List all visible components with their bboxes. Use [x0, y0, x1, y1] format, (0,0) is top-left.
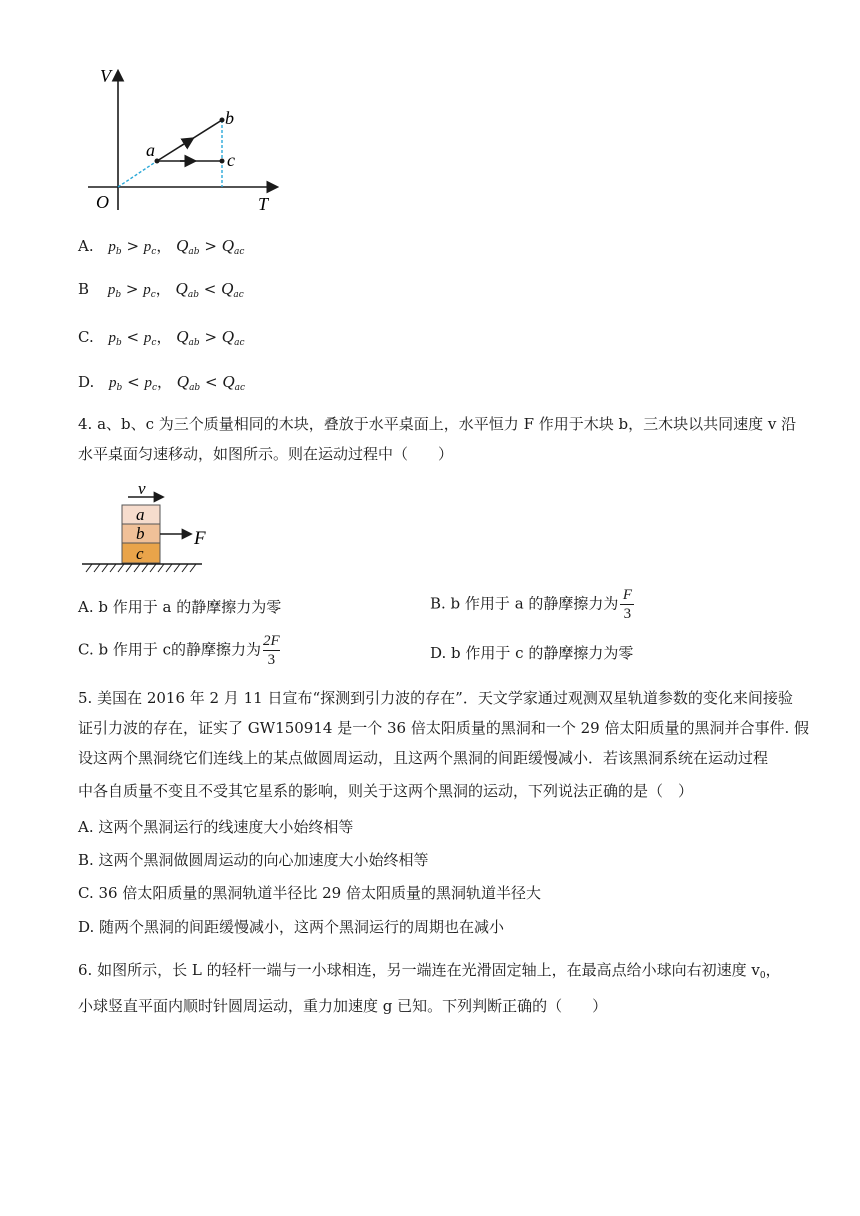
- block-c-label: c: [136, 544, 144, 563]
- q3-option-d[interactable]: D. $p_b < p_c$， $Q_{ab} < Q_{ac}$: [78, 372, 246, 393]
- q5-stem-line3: 设这两个黑洞绕它们连线上的某点做圆周运动，且这两个黑洞的间距缓慢减小．若该黑洞系统在运动过程: [78, 749, 769, 767]
- q5-option-b[interactable]: B. 这两个黑洞做圆周运动的向心加速度大小始终相等: [78, 851, 429, 869]
- q4-stem-line2: 水平桌面匀速移动，如图所示。则在运动过程中（ ）: [78, 445, 454, 463]
- q4-stem-line1: 4. a、b、c 为三个质量相同的木块，叠放于水平桌面上，水平恒力 F 作用于木块 b，三木块以共同速度 v 沿: [78, 415, 797, 433]
- q4-option-a[interactable]: A. b 作用于 a 的静摩擦力为零: [78, 598, 282, 616]
- origin-label: O: [96, 192, 109, 212]
- fraction-2f-over-3: $\frac{2F}{3}$: [263, 633, 280, 668]
- block-b-label: b: [136, 524, 145, 543]
- label-c: c: [227, 150, 235, 170]
- v-label: v: [138, 479, 146, 498]
- vt-graph: [80, 60, 290, 220]
- q5-option-a[interactable]: A. 这两个黑洞运行的线速度大小始终相等: [78, 818, 354, 836]
- q4-option-b[interactable]: B. b 作用于 a 的静摩擦力为 $\frac{F}{3}$: [430, 586, 634, 623]
- q3-option-c[interactable]: C. $p_b < p_c$， $Q_{ab} > Q_{ac}$: [78, 327, 245, 348]
- q5-stem-line4: 中各自质量不变且不受其它星系的影响，则关于这两个黑洞的运动，下列说法正确的是（ ）: [78, 782, 694, 800]
- blocks-figure: [78, 478, 228, 578]
- t-axis-label: T: [258, 194, 269, 214]
- point-c: [220, 159, 225, 164]
- q6-stem-line2: 小球竖直平面内顺时针圆周运动，重力加速度 g 已知。下列判断正确的（ ）: [78, 997, 608, 1015]
- fraction-f-over-3: $\frac{F}{3}$: [620, 586, 634, 623]
- q5-option-d[interactable]: D. 随两个黑洞的间距缓慢减小，这两个黑洞运行的周期也在减小: [78, 918, 505, 936]
- q5-stem-line2: 证引力波的存在，证实了 GW150914 是一个 36 倍太阳质量的黑洞和一个 29 倍太阳质量的黑洞并合事件. 假: [78, 719, 809, 737]
- q3-option-a[interactable]: A. $p_b > p_c$， $Q_{ab} > Q_{ac}$: [78, 236, 245, 257]
- point-a: [155, 159, 160, 164]
- v-axis-label: V: [100, 66, 111, 86]
- arrow-ab: [180, 139, 192, 147]
- q4-option-c[interactable]: C. b 作用于 c的静摩擦力为 $\frac{2F}{3}$: [78, 633, 280, 668]
- ground-hatch: [86, 564, 196, 572]
- q3-option-b[interactable]: B $p_b > p_c$， $Q_{ab} < Q_{ac}$: [78, 279, 244, 300]
- q4-option-d[interactable]: D. b 作用于 c 的静摩擦力为零: [430, 644, 634, 662]
- q5-option-c[interactable]: C. 36 倍太阳质量的黑洞轨道半径比 29 倍太阳质量的黑洞轨道半径大: [78, 884, 541, 902]
- block-a-label: a: [136, 505, 145, 524]
- dashed-line-oa: [118, 161, 157, 187]
- q6-stem-line1: 6. 如图所示，长 L 的轻杆一端与一小球相连，另一端连在光滑固定轴上，在最高点给小球向右初速度 $v_0$，: [78, 961, 781, 981]
- q5-stem-line1: 5. 美国在 2016 年 2 月 11 日宣布“探测到引力波的存在”．天文学家通过观测双星轨道参数的变化来间接验: [78, 689, 793, 707]
- f-label: F: [194, 528, 206, 549]
- label-a: a: [146, 140, 155, 160]
- label-b: b: [225, 108, 234, 128]
- point-b: [220, 118, 225, 123]
